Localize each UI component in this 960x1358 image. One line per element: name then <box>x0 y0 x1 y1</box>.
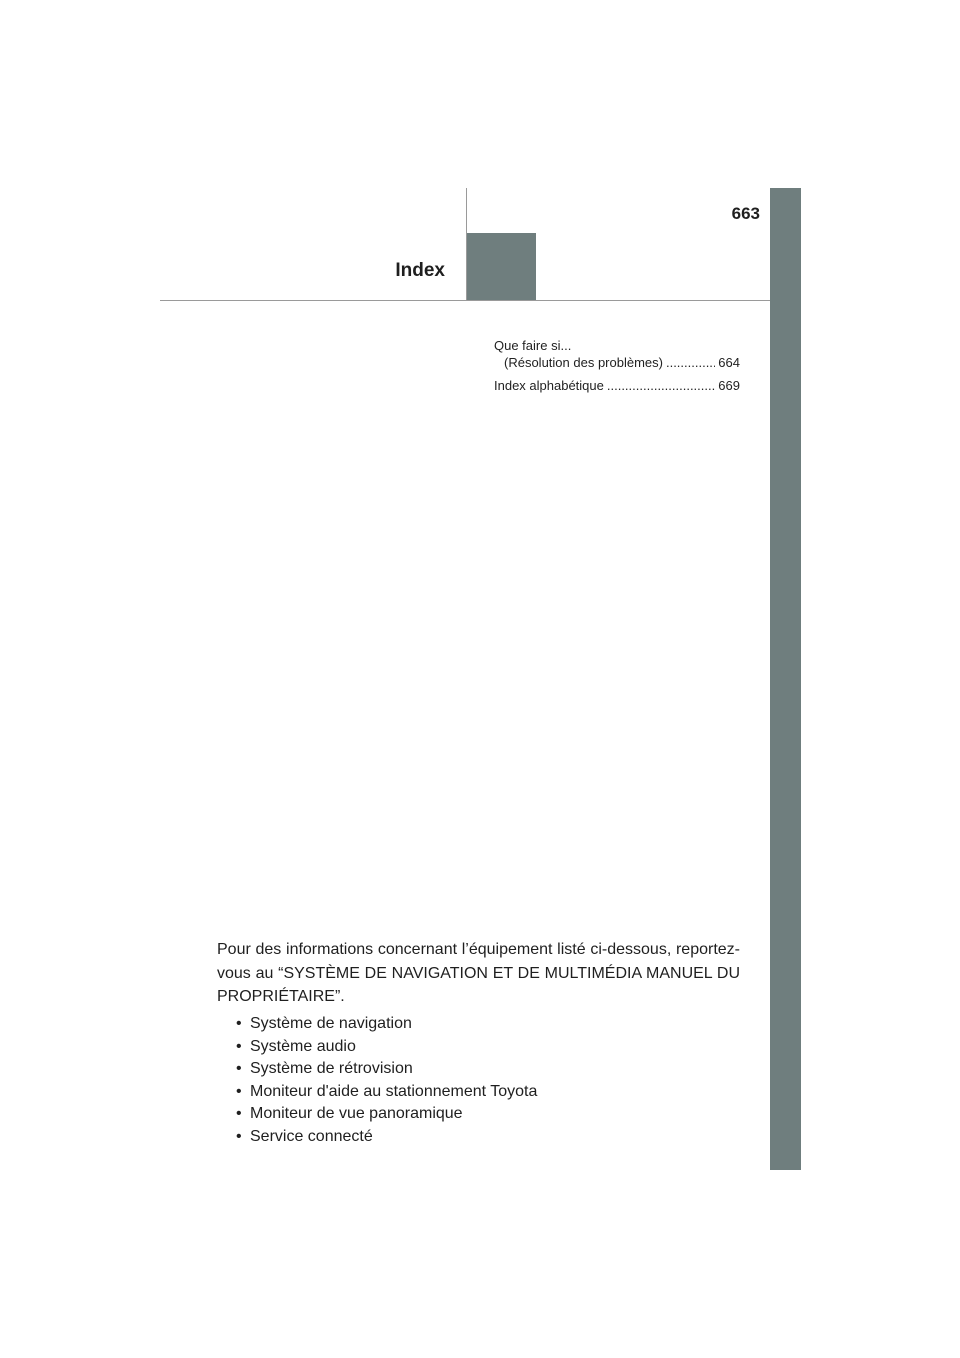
list-item <box>236 1126 537 1149</box>
list-item-text: Système de rétrovision <box>250 1060 413 1077</box>
toc-entry-troubleshooting[interactable] <box>494 337 740 371</box>
list-item <box>236 1036 537 1059</box>
toc-leader-dots <box>666 354 715 371</box>
list-item <box>236 1013 537 1036</box>
list-item-text: Système de navigation <box>250 1015 412 1032</box>
bullet-mark: • <box>236 1127 242 1145</box>
section-color-block <box>467 233 536 301</box>
list-item <box>236 1058 537 1081</box>
bullet-mark: • <box>236 1060 242 1077</box>
toc-entry-line <box>494 337 740 354</box>
chapter-side-tab <box>770 188 801 1170</box>
toc-leader-dots <box>607 377 715 394</box>
toc-entry-alphabetical-index[interactable] <box>494 377 740 394</box>
list-item-text: Service connecté <box>250 1127 373 1145</box>
toc-entry-title: Index alphabétique <box>494 378 604 393</box>
page-number: 663 <box>731 204 760 223</box>
list-item-text: Moniteur de vue panoramique <box>250 1105 463 1122</box>
toc-entry-line <box>494 377 740 394</box>
toc-page-number: 664 <box>718 355 740 370</box>
bullet-mark: • <box>236 1037 242 1055</box>
table-of-contents <box>494 337 740 400</box>
toc-entry-title: Que faire si... <box>494 338 572 353</box>
intro-paragraph: Pour des informations concernant l’équipement listé ci-dessous, reportez-vous au “SYSTÈME DE NAVIGATION ET DE MULTIMÉDIA MANUEL DU PROPRIÉTAIRE”. <box>217 941 740 1005</box>
list-item <box>236 1081 537 1104</box>
equipment-list <box>236 1013 537 1148</box>
toc-entry-line <box>494 354 740 371</box>
bullet-mark: • <box>236 1015 242 1032</box>
bullet-mark: • <box>236 1082 242 1100</box>
list-item-text: Système audio <box>250 1037 356 1055</box>
header-horizontal-rule <box>160 300 770 301</box>
bullet-mark: • <box>236 1105 242 1122</box>
toc-entry-subtitle: (Résolution des problèmes) <box>504 355 663 370</box>
section-title: Index <box>395 260 445 281</box>
list-item-text: Moniteur d'aide au stationnement Toyota <box>250 1082 538 1100</box>
list-item <box>236 1103 537 1126</box>
toc-page-number: 669 <box>718 378 740 393</box>
